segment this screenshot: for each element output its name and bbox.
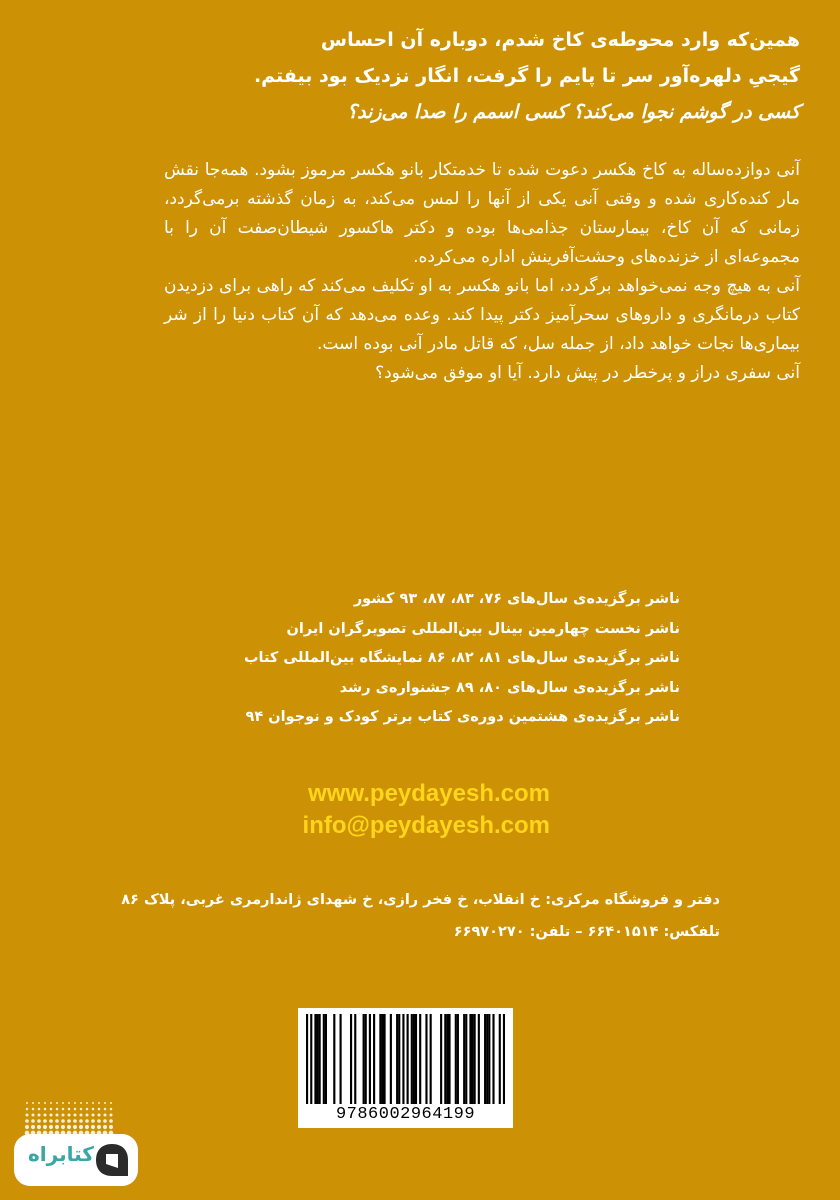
logo-dot <box>110 1108 113 1111</box>
synopsis <box>164 156 800 388</box>
logo-dot <box>56 1102 58 1104</box>
logo-dot <box>25 1113 28 1116</box>
barcode-bar <box>484 1014 486 1104</box>
logo-dot <box>92 1108 95 1111</box>
logo-dot <box>56 1108 59 1111</box>
logo-dot <box>25 1125 29 1129</box>
barcode-bar <box>365 1014 367 1104</box>
phone-line: تلفکس: ۶۶۴۰۱۵۱۴ – تلفن: ۶۶۹۷۰۲۷۰ <box>453 924 720 940</box>
barcode-bar <box>396 1014 398 1104</box>
logo-dot <box>73 1113 76 1116</box>
logo-dot <box>55 1119 59 1123</box>
barcode-bar <box>384 1014 386 1104</box>
barcode-bar <box>310 1014 312 1104</box>
barcode-bar <box>446 1014 448 1104</box>
logo-dot <box>86 1102 88 1104</box>
logo-dot <box>92 1102 94 1104</box>
award-item: ناشر برگزیده‌ی سال‌های ۷۶، ۸۳، ۸۷، ۹۳ کشور <box>353 591 680 607</box>
barcode-bar <box>469 1014 471 1104</box>
address-line: دفتر و فروشگاه مرکزی: خ انقلاب، خ فخر رازی، خ شهدای ژاندارمری غربی، پلاک ۸۶ <box>121 892 720 908</box>
logo-dot <box>74 1102 76 1104</box>
contact-links <box>150 778 550 842</box>
publisher-awards <box>180 585 680 733</box>
intro-line-2: گیجیِ دلهره‌آور سر تا پایم را گرفت، انگار نزدیک بود بیفتم. <box>253 65 800 87</box>
barcode-bar <box>455 1014 457 1104</box>
isbn-number: 9786002964199 <box>335 1105 476 1124</box>
barcode-bar <box>350 1014 352 1104</box>
logo-dot <box>85 1125 89 1129</box>
logo-dot <box>97 1125 101 1129</box>
logo-dot <box>62 1108 65 1111</box>
logo-dot <box>67 1125 71 1129</box>
logo-dot <box>31 1113 34 1116</box>
logo-dot <box>103 1113 106 1116</box>
barcode-bar <box>340 1014 342 1104</box>
logo-dot <box>103 1119 107 1123</box>
barcode-bar <box>373 1014 375 1104</box>
award-item: ناشر برگزیده‌ی سال‌های ۸۱، ۸۲، ۸۶ نمایشگاه بین‌المللی کتاب <box>243 650 680 666</box>
barcode-bar <box>363 1014 365 1104</box>
logo-dot <box>98 1102 100 1104</box>
barcode-bar <box>503 1014 505 1104</box>
book-badge-icon <box>92 1140 132 1180</box>
logo-dot <box>85 1119 89 1123</box>
logo-dot <box>109 1125 113 1129</box>
logo-dot <box>67 1113 70 1116</box>
barcode-bar <box>465 1014 467 1104</box>
barcode-bar <box>407 1014 409 1104</box>
barcode-bar <box>390 1014 392 1104</box>
logo-dot <box>97 1113 100 1116</box>
logo-dot <box>25 1119 29 1123</box>
logo-dot <box>67 1119 71 1123</box>
logo-dot <box>91 1125 95 1129</box>
barcode-bar <box>319 1014 321 1104</box>
barcode-bar <box>415 1014 417 1104</box>
barcode-bar <box>369 1014 371 1104</box>
barcode-bar <box>413 1014 415 1104</box>
barcode-bar <box>398 1014 400 1104</box>
logo-dot <box>85 1113 88 1116</box>
barcode-bar <box>402 1014 404 1104</box>
isbn-barcode <box>298 1008 513 1128</box>
logo-dot <box>32 1108 35 1111</box>
logo-dot <box>62 1102 64 1104</box>
barcode-bar <box>354 1014 356 1104</box>
barcode-bar <box>499 1014 501 1104</box>
barcode-bar <box>325 1014 327 1104</box>
logo-dot <box>26 1102 28 1104</box>
logo-dot <box>86 1108 89 1111</box>
logo-dot <box>37 1125 41 1129</box>
logo-dot <box>80 1108 83 1111</box>
barcode-bar <box>474 1014 476 1104</box>
barcode-bar <box>333 1014 335 1104</box>
logo-dot <box>49 1113 52 1116</box>
barcode-bar <box>419 1014 421 1104</box>
logo-dot <box>55 1125 59 1129</box>
logo-dot <box>43 1125 47 1129</box>
award-item: ناشر نخست چهارمین بینال بین‌المللی تصویرگران ایران <box>286 620 680 637</box>
barcode-bar <box>444 1014 446 1104</box>
barcode-bar <box>478 1014 480 1104</box>
award-item: ناشر برگزیده‌ی هشتمین دوره‌ی کتاب برتر کودک و نوجوان ۹۴ <box>245 709 680 725</box>
logo-dot <box>110 1102 112 1104</box>
barcode-bars <box>306 1014 505 1104</box>
logo-dot <box>79 1125 83 1129</box>
logo-dot <box>109 1119 113 1123</box>
logo-dot <box>37 1119 41 1123</box>
barcode-bar <box>488 1014 490 1104</box>
logo-dot <box>50 1102 52 1104</box>
logo-dot <box>44 1102 46 1104</box>
logo-dot <box>74 1108 77 1111</box>
logo-dot <box>31 1119 35 1123</box>
synopsis-paragraph-2: آنی به هیچ وجه نمی‌خواهد برگردد، اما بانو هکسر به او تکلیف می‌کند که راهی برای دزدیدن کتاب درمانگری و داروهای سحرآمیز دکتر پیدا کند. وعده می‌دهد که آن کتاب دنیا را از شر بیماری‌ها نجات خواهد داد، از جمله سل، که قاتل مادر آنی بوده است. <box>164 276 800 354</box>
award-item: ناشر برگزیده‌ی سال‌های ۸۰، ۸۹ جشنواره‌ی رشد <box>339 679 680 696</box>
barcode-bar <box>379 1014 381 1104</box>
logo-dot <box>31 1125 35 1129</box>
barcode-bar <box>486 1014 488 1104</box>
barcode-bar <box>381 1014 383 1104</box>
intro-quote <box>160 22 800 130</box>
logo-dot <box>104 1108 107 1111</box>
barcode-bar <box>316 1014 318 1104</box>
barcode-bar <box>463 1014 465 1104</box>
barcode-bar <box>306 1014 308 1104</box>
logo-dot <box>73 1125 77 1129</box>
logo-dot <box>32 1102 34 1104</box>
logo-dot <box>98 1108 101 1111</box>
logo-dot <box>61 1113 64 1116</box>
logo-dot <box>91 1113 94 1116</box>
barcode-bar <box>323 1014 325 1104</box>
logo-dot <box>91 1119 95 1123</box>
publisher-address <box>60 884 720 948</box>
synopsis-paragraph-1: آنی دوازده‌ساله به کاخ هکسر دعوت شده تا خدمتکار بانو هکسر مرموز بشود. همه‌جا نقش مار کنده‌کاری شده و وقتی آنی یکی از آنها را لمس می‌کند، به زمان گذشته برمی‌گردد، زمانی که آن کاخ، بیمارستان جذامی‌ها بوده و دکتر هاکسور شیطان‌صفت آن را با مجموعه‌ای از خزنده‌های وحشت‌آفرینش اداره می‌کرده. <box>164 160 800 267</box>
logo-dot <box>43 1113 46 1116</box>
website-link[interactable]: www.peydayesh.com <box>308 780 550 807</box>
barcode-bar <box>314 1014 316 1104</box>
logo-dot <box>73 1119 77 1123</box>
dot-pattern-icon <box>24 1100 114 1136</box>
barcode-bar <box>448 1014 450 1104</box>
logo-dot <box>43 1119 47 1123</box>
logo-dot <box>103 1125 107 1129</box>
barcode-bar <box>425 1014 427 1104</box>
logo-dot <box>49 1119 53 1123</box>
synopsis-paragraph-3: آنی سفری دراز و پرخطر در پیش دارد. آیا او موفق می‌شود؟ <box>375 363 800 383</box>
ketabrah-logo <box>10 1100 138 1190</box>
logo-dot <box>104 1102 106 1104</box>
barcode-bar <box>492 1014 494 1104</box>
intro-line-1: همین‌که وارد محوطه‌ی کاخ شدم، دوباره آن احساس <box>320 29 800 51</box>
logo-badge <box>14 1134 138 1186</box>
barcode-bar <box>411 1014 413 1104</box>
barcode-bar <box>457 1014 459 1104</box>
logo-dot <box>37 1113 40 1116</box>
email-link[interactable]: info@peydayesh.com <box>302 812 550 839</box>
logo-dot <box>80 1102 82 1104</box>
barcode-bar <box>430 1014 432 1104</box>
logo-dot <box>97 1119 101 1123</box>
logo-dot <box>68 1102 70 1104</box>
logo-dot <box>44 1108 47 1111</box>
logo-dot <box>68 1108 71 1111</box>
logo-text: کتابراه <box>28 1142 94 1166</box>
barcode-bar <box>440 1014 442 1104</box>
logo-dot <box>109 1113 112 1116</box>
logo-dot <box>49 1125 53 1129</box>
logo-dot <box>79 1119 83 1123</box>
logo-dot <box>38 1108 41 1111</box>
intro-line-3: کسی در گوشم نجوا می‌کند؟ کسی اسمم را صدا می‌زند؟ <box>347 101 800 123</box>
logo-dot <box>55 1113 58 1116</box>
logo-dot <box>61 1125 65 1129</box>
logo-dot <box>50 1108 53 1111</box>
logo-dot <box>26 1108 29 1111</box>
logo-dot <box>61 1119 65 1123</box>
logo-dot <box>38 1102 40 1104</box>
logo-dot <box>79 1113 82 1116</box>
barcode-bar <box>471 1014 473 1104</box>
